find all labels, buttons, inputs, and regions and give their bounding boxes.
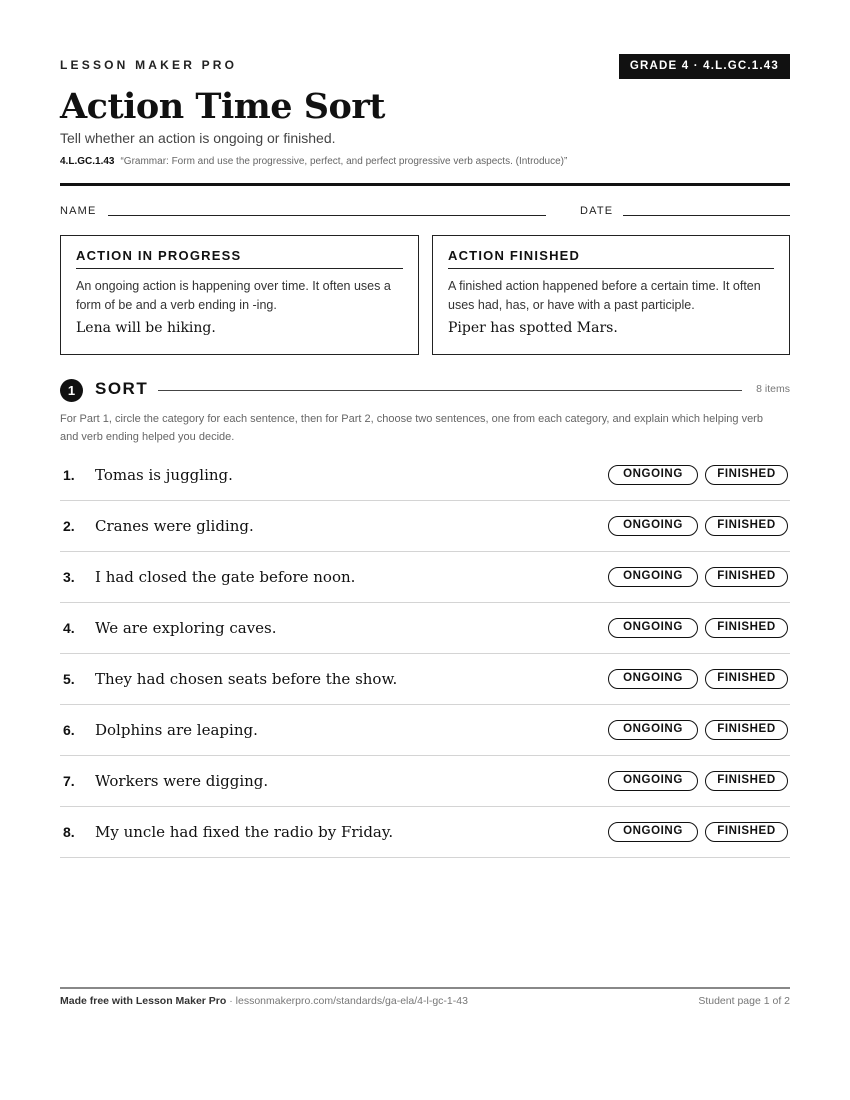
- footer-page-number: Student page 1 of 2: [698, 995, 790, 1007]
- brand-name: LESSON MAKER PRO: [60, 58, 238, 72]
- category-description: An ongoing action is happening over time. It often uses a form of be and a verb ending in -ing.: [76, 279, 391, 312]
- item-number: 7.: [63, 773, 75, 789]
- ongoing-option[interactable]: ONGOING: [608, 516, 698, 536]
- item-sentence: Cranes were gliding.: [95, 517, 254, 535]
- item-sentence: Dolphins are leaping.: [95, 721, 258, 739]
- item-number: 5.: [63, 671, 75, 687]
- name-date-row: [60, 204, 790, 220]
- item-sentence: We are exploring caves.: [95, 619, 277, 637]
- category-example: Piper has spotted Mars.: [448, 320, 618, 336]
- ongoing-option[interactable]: ONGOING: [608, 720, 698, 740]
- item-sentence: They had chosen seats before the show.: [95, 670, 398, 688]
- section-number-badge: 1: [60, 379, 83, 402]
- item-number: 2.: [63, 518, 75, 534]
- footer-credit: [60, 995, 468, 1007]
- item-count: 8 items: [756, 383, 790, 395]
- item-sentence: Tomas is juggling.: [95, 466, 233, 484]
- item-sentence: My uncle had fixed the radio by Friday.: [95, 823, 394, 841]
- page-subtitle: Tell whether an action is ongoing or finished.: [60, 130, 336, 146]
- name-field[interactable]: [108, 215, 546, 216]
- footer-url[interactable]: · lessonmakerpro.com/standards/ga-ela/4-l-gc-1-43: [226, 995, 468, 1007]
- category-title: ACTION IN PROGRESS: [76, 248, 403, 269]
- ongoing-option[interactable]: ONGOING: [608, 771, 698, 791]
- category-box-in-progress: [60, 235, 419, 355]
- item-number: 3.: [63, 569, 75, 585]
- item-sentence: I had closed the gate before noon.: [95, 568, 356, 586]
- section-header: [60, 378, 790, 402]
- list-item: [60, 501, 790, 552]
- footer-made-with: Made free with Lesson Maker Pro: [60, 995, 227, 1007]
- worksheet-page: [60, 0, 790, 1100]
- ongoing-option[interactable]: ONGOING: [608, 669, 698, 689]
- section-title: SORT: [95, 379, 149, 398]
- list-item: [60, 756, 790, 807]
- ongoing-option[interactable]: ONGOING: [608, 465, 698, 485]
- finished-option[interactable]: FINISHED: [705, 822, 788, 842]
- list-item: [60, 705, 790, 756]
- item-number: 6.: [63, 722, 75, 738]
- section-divider: [158, 390, 742, 391]
- finished-option[interactable]: FINISHED: [705, 771, 788, 791]
- category-description: A finished action happened before a certain time. It often uses had, has, or have with a past participle.: [448, 279, 761, 312]
- page-title: Action Time Sort: [60, 86, 385, 127]
- standard-code: 4.L.GC.1.43: [60, 156, 115, 167]
- list-item: [60, 807, 790, 858]
- finished-option[interactable]: FINISHED: [705, 465, 788, 485]
- category-box-finished: [432, 235, 790, 355]
- standard-text: “Grammar: Form and use the progressive, perfect, and perfect progressive verb aspects. (Introduce)”: [120, 156, 568, 167]
- finished-option[interactable]: FINISHED: [705, 567, 788, 587]
- ongoing-option[interactable]: ONGOING: [608, 618, 698, 638]
- date-field[interactable]: [623, 215, 790, 216]
- item-number: 1.: [63, 467, 75, 483]
- list-item: [60, 450, 790, 501]
- ongoing-option[interactable]: ONGOING: [608, 567, 698, 587]
- item-sentence: Workers were digging.: [95, 772, 269, 790]
- ongoing-option[interactable]: ONGOING: [608, 822, 698, 842]
- header-divider: [60, 183, 790, 186]
- finished-option[interactable]: FINISHED: [705, 720, 788, 740]
- finished-option[interactable]: FINISHED: [705, 618, 788, 638]
- finished-option[interactable]: FINISHED: [705, 516, 788, 536]
- grade-badge: GRADE 4 · 4.L.GC.1.43: [619, 54, 790, 79]
- item-list: [60, 450, 790, 858]
- list-item: [60, 654, 790, 705]
- instructions: For Part 1, circle the category for each sentence, then for Part 2, choose two sentences, one from each category, and explain which helping verb and verb ending helped you decide.: [60, 413, 763, 443]
- date-label: DATE: [580, 205, 614, 217]
- list-item: [60, 603, 790, 654]
- footer-divider: [60, 987, 790, 989]
- list-item: [60, 552, 790, 603]
- item-number: 4.: [63, 620, 75, 636]
- finished-option[interactable]: FINISHED: [705, 669, 788, 689]
- name-label: NAME: [60, 205, 97, 217]
- item-number: 8.: [63, 824, 75, 840]
- category-title: ACTION FINISHED: [448, 248, 774, 269]
- standard-line: [60, 156, 567, 167]
- category-example: Lena will be hiking.: [76, 320, 216, 336]
